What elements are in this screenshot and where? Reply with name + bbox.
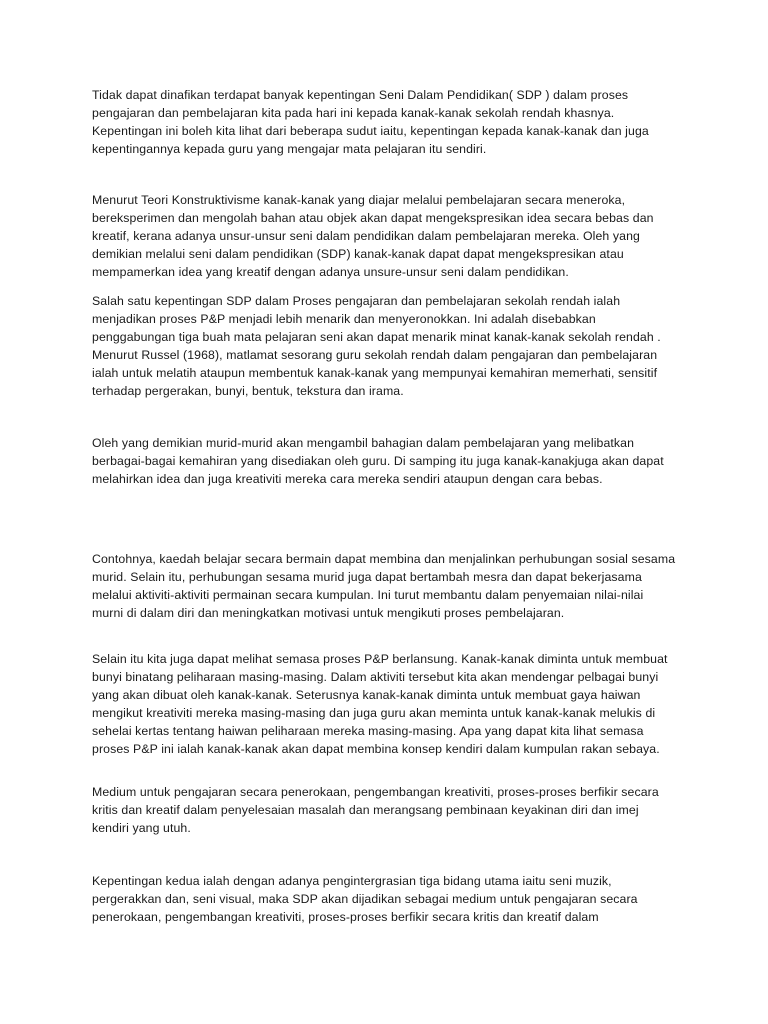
paragraph-4: Oleh yang demikian murid-murid akan mengambil bahagian dalam pembelajaran yang melibatkan berbagai-bagai kemahiran yang disediakan oleh guru. Di samping itu juga kanak-kanakjuga akan dapat melahirkan idea dan juga kreativiti mereka cara mereka sendiri ataupun dengan cara bebas. [92, 436, 664, 486]
paragraph-2: Menurut Teori Konstruktivisme kanak-kanak yang diajar melalui pembelajaran secara meneroka, bereksperimen dan mengolah bahan atau objek akan dapat mengekspresikan idea secara bebas dan kreatif, kerana adanya unsur-unsur seni dalam pendidikan dalam pembelajaran mereka. Oleh yang demikian melalui seni dalam pendidikan (SDP) kanak-kanak dapat dapat mengekspresikan atau mempamerkan idea yang kreatif dengan adanya unsure-unsur seni dalam pendidikan. [92, 193, 654, 279]
paragraph-8: Kepentingan kedua ialah dengan adanya pengintergrasian tiga bidang utama iaitu seni muzik, pergerakkan dan, seni visual, maka SDP akan dijadikan sebagai medium untuk pengajaran secara penerokaan, pengembangan kreativiti, proses-proses berfikir secara kritis dan kreatif dalam [92, 874, 638, 924]
paragraph-5: Contohnya, kaedah belajar secara bermain dapat membina dan menjalinkan perhubungan sosial sesama murid. Selain itu, perhubungan sesama murid juga dapat bertambah mesra dan dapat bekerjasama melalui aktiviti-aktiviti permainan secara kumpulan. Ini turut membantu dalam penyemaian nilai-nilai murni di dalam diri dan meningkatkan motivasi untuk mengikuti proses pembelajaran. [92, 552, 676, 620]
paragraph-7: Medium untuk pengajaran secara penerokaan, pengembangan kreativiti, proses-proses berfikir secara kritis dan kreatif dalam penyelesaian masalah dan merangsang pembinaan keyakinan diri dan imej kendiri yang utuh. [92, 785, 659, 835]
paragraph-6: Selain itu kita juga dapat melihat semasa proses P&P berlansung. Kanak-kanak diminta untuk membuat bunyi binatang peliharaan masing-masing. Dalam aktiviti tersebut kita akan mendengar pelbagai bunyi yang akan dibuat oleh kanak-kanak. Seterusnya kanak-kanak diminta untuk membuat gaya haiwan mengikut kreativiti mereka masing-masing dan juga guru akan meminta untuk kanak-kanak melukis di sehelai kertas tentang haiwan peliharaan mereka masing-masing. Apa yang dapat kita lihat semasa proses P&P ini ialah kanak-kanak akan dapat membina konsep kendiri dalam kumpulan rakan sebaya. [92, 652, 668, 756]
paragraph-3: Salah satu kepentingan SDP dalam Proses pengajaran dan pembelajaran sekolah rendah ialah menjadikan proses P&P menjadi lebih menarik dan menyeronokkan. Ini adalah disebabkan penggabungan tiga buah mata pelajaran seni akan dapat menarik minat kanak-kanak sekolah rendah . Menurut Russel (1968), matlamat sesorang guru sekolah rendah dalam pengajaran dan pembelajaran ialah untuk melatih ataupun membentuk kanak-kanak yang mempunyai kemahiran memerhati, sensitif terhadap pergerakan, bunyi, bentuk, tekstura dan irama. [92, 294, 661, 398]
paragraph-1: Tidak dapat dinafikan terdapat banyak kepentingan Seni Dalam Pendidikan( SDP ) dalam proses pengajaran dan pembelajaran kita pada hari ini kepada kanak-kanak sekolah rendah khasnya. Kepentingan ini boleh kita lihat dari beberapa sudut iaitu, kepentingan kepada kanak-kanak dan juga kepentingannya kepada guru yang mengajar mata pelajaran itu sendiri. [92, 88, 649, 156]
